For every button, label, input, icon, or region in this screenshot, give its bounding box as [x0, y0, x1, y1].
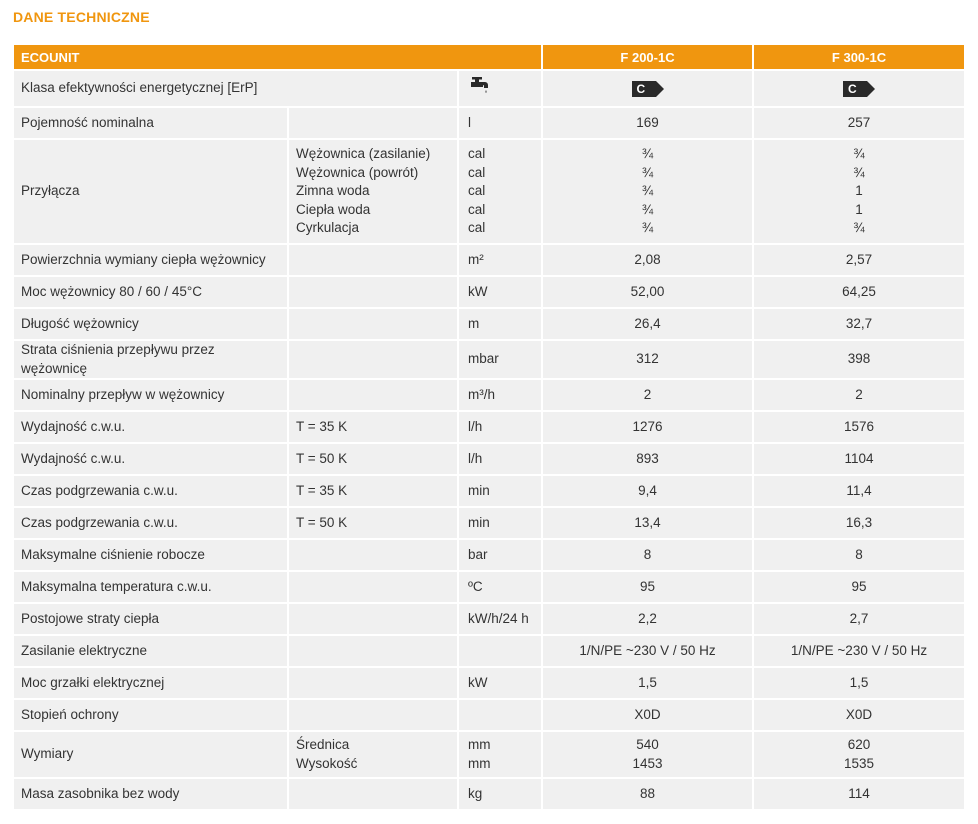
value-f300: 2,57: [754, 245, 964, 275]
row-condition-line: Wężownica (zasilanie): [296, 146, 431, 162]
row-unit: mbar: [459, 341, 541, 378]
table-row: [14, 412, 964, 442]
row-label: Moc wężownicy 80 / 60 / 45°C: [14, 277, 287, 307]
row-unit: [459, 71, 541, 106]
table-row: [14, 140, 964, 243]
row-unit: kW/h/24 h: [459, 604, 541, 634]
row-unit: kW: [459, 277, 541, 307]
row-label: Maksymalna temperatura c.w.u.: [14, 572, 287, 602]
row-unit: [459, 700, 541, 730]
value-f200: X0D: [543, 700, 752, 730]
table-row: [14, 277, 964, 307]
value-f300-line: 620: [847, 737, 871, 752]
row-label: Przyłącza: [14, 140, 287, 243]
row-condition-line: Wysokość: [296, 755, 358, 771]
row-condition: [289, 108, 457, 138]
energy-class-badge: C: [632, 81, 656, 97]
row-unit: bar: [459, 540, 541, 570]
row-unit: [459, 732, 541, 777]
row-label: Powierzchnia wymiany ciepła wężownicy: [14, 245, 287, 275]
row-label: Wymiary: [14, 732, 287, 777]
row-unit: l/h: [459, 444, 541, 474]
table-row: [14, 636, 964, 666]
row-condition: [289, 309, 457, 339]
value-f200: 169: [543, 108, 752, 138]
row-condition: [289, 732, 457, 777]
row-condition-line: Średnica: [296, 737, 350, 752]
row-label: Klasa efektywności energetycznej [ErP]: [14, 71, 457, 106]
value-f200: 95: [543, 572, 752, 602]
value-f300: 95: [754, 572, 964, 602]
erp-value-f200: [543, 71, 752, 106]
table-row: [14, 108, 964, 138]
value-f300: 64,25: [754, 277, 964, 307]
value-f300: 2,7: [754, 604, 964, 634]
table-row: [14, 380, 964, 410]
value-f200: 13,4: [543, 508, 752, 538]
technical-data-table: [12, 43, 966, 811]
value-f300: 2: [754, 380, 964, 410]
value-f200-line: ¾: [641, 220, 654, 236]
row-label: Strata ciśnienia przepływu przez wężownicę: [14, 341, 287, 378]
value-f300: 8: [754, 540, 964, 570]
table-row: [14, 444, 964, 474]
value-f200-line: ¾: [641, 201, 654, 217]
row-unit-line: cal: [468, 146, 486, 162]
row-unit: [459, 140, 541, 243]
row-unit: m³/h: [459, 380, 541, 410]
row-label: Masa zasobnika bez wody: [14, 779, 287, 809]
value-f300: 32,7: [754, 309, 964, 339]
value-f300-line: 1535: [843, 755, 875, 771]
table-row: [14, 604, 964, 634]
value-f200: 52,00: [543, 277, 752, 307]
table-row: [14, 476, 964, 506]
value-f200: 2,2: [543, 604, 752, 634]
row-unit: min: [459, 476, 541, 506]
table-row: [14, 245, 964, 275]
row-condition-line: Zimna woda: [296, 183, 370, 199]
value-f200-line: 540: [636, 737, 659, 752]
value-f300: X0D: [754, 700, 964, 730]
row-condition: [289, 245, 457, 275]
value-f300: 16,3: [754, 508, 964, 538]
row-condition: [289, 572, 457, 602]
header-product-line: ECOUNIT: [14, 45, 541, 69]
table-row: [14, 540, 964, 570]
row-condition: [289, 779, 457, 809]
value-f200-line: ¾: [641, 183, 654, 199]
value-f300: [754, 140, 964, 243]
row-unit: m²: [459, 245, 541, 275]
row-label: Wydajność c.w.u.: [14, 412, 287, 442]
value-f300-line: 1: [855, 183, 863, 199]
row-condition: [289, 636, 457, 666]
header-model-f300: F 300-1C: [754, 45, 964, 69]
table-row: [14, 668, 964, 698]
row-unit-line: cal: [468, 183, 486, 199]
erp-row: [14, 71, 964, 106]
row-label: Pojemność nominalna: [14, 108, 287, 138]
row-condition: [289, 380, 457, 410]
row-condition: [289, 140, 457, 243]
value-f300: [754, 732, 964, 777]
table-row: [14, 341, 964, 378]
row-unit: min: [459, 508, 541, 538]
table-row: [14, 732, 964, 777]
row-unit: [459, 636, 541, 666]
row-unit-line: mm: [468, 737, 491, 752]
page-title: DANE TECHNICZNE: [13, 9, 150, 25]
row-label: Postojowe straty ciepła: [14, 604, 287, 634]
value-f300: 1,5: [754, 668, 964, 698]
value-f200: 1/N/PE ~230 V / 50 Hz: [543, 636, 752, 666]
row-label: Stopień ochrony: [14, 700, 287, 730]
row-label: Nominalny przepływ w wężownicy: [14, 380, 287, 410]
value-f200: 1276: [543, 412, 752, 442]
value-f200-line: 1453: [632, 755, 663, 771]
value-f200: [543, 140, 752, 243]
value-f300: 257: [754, 108, 964, 138]
value-f200-line: ¾: [641, 164, 654, 180]
table-row: [14, 700, 964, 730]
row-unit-line: cal: [468, 201, 486, 217]
value-f300-line: ¾: [853, 146, 865, 162]
row-condition-line: Cyrkulacja: [296, 220, 360, 236]
value-f300: 1576: [754, 412, 964, 442]
row-condition: T = 50 K: [289, 508, 457, 538]
row-label: Wydajność c.w.u.: [14, 444, 287, 474]
row-condition-line: Wężownica (powrót): [296, 164, 419, 180]
row-unit: m: [459, 309, 541, 339]
row-label: Czas podgrzewania c.w.u.: [14, 508, 287, 538]
value-f200: 8: [543, 540, 752, 570]
row-unit: ºC: [459, 572, 541, 602]
header-model-f200: F 200-1C: [543, 45, 752, 69]
row-label: Zasilanie elektryczne: [14, 636, 287, 666]
value-f300: 11,4: [754, 476, 964, 506]
value-f200: 312: [543, 341, 752, 378]
value-f300-line: 1: [855, 201, 863, 217]
value-f200: 88: [543, 779, 752, 809]
table-row: [14, 309, 964, 339]
value-f300: 398: [754, 341, 964, 378]
row-condition: [289, 668, 457, 698]
table-row: [14, 508, 964, 538]
value-f200: 2,08: [543, 245, 752, 275]
table-header-row: [14, 45, 964, 69]
row-unit: kg: [459, 779, 541, 809]
row-condition: [289, 540, 457, 570]
row-condition-line: Ciepła woda: [296, 201, 371, 217]
value-f200: 9,4: [543, 476, 752, 506]
value-f200: [543, 732, 752, 777]
tap-icon: [470, 77, 490, 101]
row-unit-line: mm: [468, 755, 491, 771]
row-unit-line: cal: [468, 220, 486, 236]
row-unit: l: [459, 108, 541, 138]
row-condition: T = 35 K: [289, 412, 457, 442]
value-f200-line: ¾: [641, 146, 654, 162]
row-condition: T = 35 K: [289, 476, 457, 506]
row-unit: l/h: [459, 412, 541, 442]
value-f200: 26,4: [543, 309, 752, 339]
row-condition: T = 50 K: [289, 444, 457, 474]
value-f300: 114: [754, 779, 964, 809]
erp-value-f300: [754, 71, 964, 106]
row-condition: [289, 700, 457, 730]
value-f300: 1/N/PE ~230 V / 50 Hz: [754, 636, 964, 666]
table-row: [14, 779, 964, 809]
row-label: Maksymalne ciśnienie robocze: [14, 540, 287, 570]
value-f300-line: ¾: [853, 164, 865, 180]
row-unit-line: cal: [468, 164, 486, 180]
table-row: [14, 572, 964, 602]
energy-class-badge: C: [843, 81, 867, 97]
row-condition: [289, 277, 457, 307]
row-condition: [289, 604, 457, 634]
row-label: Czas podgrzewania c.w.u.: [14, 476, 287, 506]
row-label: Długość wężownicy: [14, 309, 287, 339]
value-f300-line: ¾: [853, 220, 865, 236]
row-label: Moc grzałki elektrycznej: [14, 668, 287, 698]
value-f200: 2: [543, 380, 752, 410]
value-f200: 1,5: [543, 668, 752, 698]
value-f200: 893: [543, 444, 752, 474]
value-f300: 1104: [754, 444, 964, 474]
row-condition: [289, 341, 457, 378]
row-unit: kW: [459, 668, 541, 698]
